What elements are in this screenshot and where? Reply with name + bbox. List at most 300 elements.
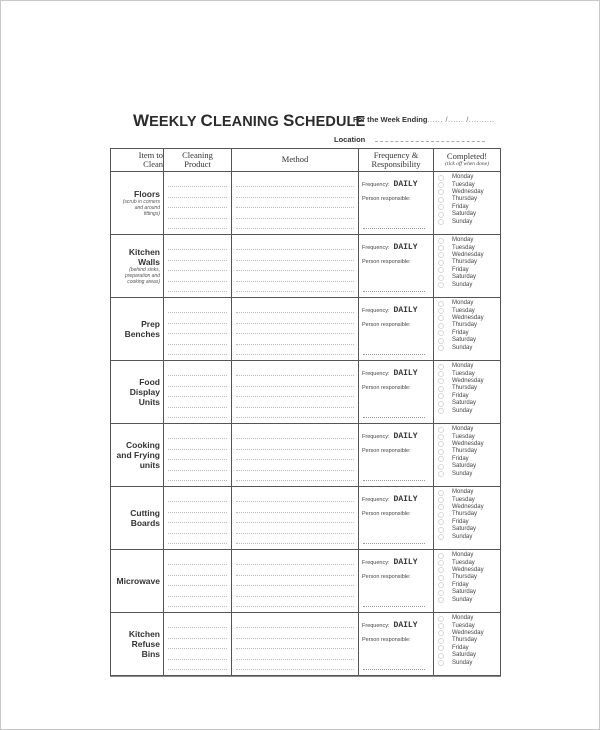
dotted-lines xyxy=(164,425,231,486)
day-checkbox-item[interactable] xyxy=(438,218,500,225)
table-row xyxy=(111,487,501,550)
item-note: cooking areas) xyxy=(127,279,160,285)
method-cell[interactable] xyxy=(232,487,359,550)
product-line[interactable] xyxy=(168,334,227,345)
page-title xyxy=(133,111,365,131)
header-text: Product xyxy=(184,159,211,169)
day-label: Saturday xyxy=(452,463,477,470)
product-line[interactable] xyxy=(168,597,227,608)
day-checkbox-item[interactable] xyxy=(438,259,500,266)
day-checkbox-item[interactable] xyxy=(438,400,500,407)
table-row xyxy=(111,172,501,235)
frequency-value: DAILY xyxy=(393,180,418,189)
circle-checkbox-icon[interactable] xyxy=(438,527,444,533)
method-line[interactable] xyxy=(236,408,354,419)
day-label: Saturday xyxy=(452,589,477,596)
completed-cell xyxy=(434,487,501,550)
table-row xyxy=(111,361,501,424)
day-checkbox-item[interactable] xyxy=(438,337,500,344)
day-checkbox-item[interactable] xyxy=(438,659,500,666)
product-line[interactable] xyxy=(168,502,227,513)
circle-checkbox-icon[interactable] xyxy=(438,630,444,636)
circle-checkbox-icon[interactable] xyxy=(438,582,444,588)
day-checkbox-item[interactable] xyxy=(438,267,500,274)
cleaning-product-cell[interactable] xyxy=(164,298,232,361)
day-checkbox-item[interactable] xyxy=(438,174,500,181)
circle-checkbox-icon[interactable] xyxy=(438,182,444,188)
day-label: Wednesday xyxy=(452,503,484,510)
day-checkbox-item[interactable] xyxy=(438,645,500,652)
method-line[interactable] xyxy=(236,502,354,513)
method-cell[interactable] xyxy=(232,235,359,298)
method-line[interactable] xyxy=(236,513,354,524)
day-checkbox-item[interactable] xyxy=(438,533,500,540)
day-label: Saturday xyxy=(452,211,477,218)
cleaning-product-cell[interactable] xyxy=(164,550,232,613)
circle-checkbox-icon[interactable] xyxy=(438,245,444,251)
product-line[interactable] xyxy=(168,492,227,503)
method-line[interactable] xyxy=(236,586,354,597)
circle-checkbox-icon[interactable] xyxy=(438,504,444,510)
header-text: Completed! xyxy=(446,150,488,161)
method-line[interactable] xyxy=(236,313,354,324)
method-line[interactable] xyxy=(236,345,354,356)
cleaning-product-cell[interactable] xyxy=(164,361,232,424)
header-text: Clean xyxy=(143,159,163,169)
product-line[interactable] xyxy=(168,576,227,587)
circle-checkbox-icon[interactable] xyxy=(438,308,444,314)
circle-checkbox-icon[interactable] xyxy=(438,519,444,525)
frequency-label: Frequency: xyxy=(362,434,390,440)
circle-checkbox-icon[interactable] xyxy=(438,364,444,370)
circle-checkbox-icon[interactable] xyxy=(438,434,444,440)
product-line[interactable] xyxy=(168,439,227,450)
product-line[interactable] xyxy=(168,261,227,272)
circle-checkbox-icon[interactable] xyxy=(438,345,444,351)
day-label: Friday xyxy=(452,266,469,273)
day-label: Monday xyxy=(452,426,474,433)
day-checkbox-item[interactable] xyxy=(438,652,500,659)
product-line[interactable] xyxy=(168,534,227,545)
day-checkbox-item[interactable] xyxy=(438,237,500,244)
method-line[interactable] xyxy=(236,261,354,272)
product-line[interactable] xyxy=(168,408,227,419)
day-checkbox-item[interactable] xyxy=(438,211,500,218)
cleaning-schedule-table xyxy=(110,148,501,676)
circle-checkbox-icon[interactable] xyxy=(438,464,444,470)
day-label: Tuesday xyxy=(452,181,475,188)
day-checkbox-item[interactable] xyxy=(438,567,500,574)
circle-checkbox-icon[interactable] xyxy=(438,441,444,447)
person-responsible-label: Person responsible: xyxy=(362,511,411,517)
day-checkbox-item[interactable] xyxy=(438,489,500,496)
day-label: Sunday xyxy=(452,470,473,477)
method-line[interactable] xyxy=(236,576,354,587)
product-line[interactable] xyxy=(168,376,227,387)
person-responsible-label: Person responsible: xyxy=(362,637,411,643)
product-line[interactable] xyxy=(168,660,227,671)
day-label: Monday xyxy=(452,615,474,622)
product-line[interactable] xyxy=(168,303,227,314)
day-checkbox-item[interactable] xyxy=(438,470,500,477)
frequency-cell xyxy=(359,550,434,613)
dotted-lines xyxy=(232,425,358,486)
method-line[interactable] xyxy=(236,366,354,377)
day-checkbox-item[interactable] xyxy=(438,589,500,596)
method-line[interactable] xyxy=(236,429,354,440)
day-label: Thursday xyxy=(452,448,478,455)
circle-checkbox-icon[interactable] xyxy=(438,616,444,622)
circle-checkbox-icon[interactable] xyxy=(438,175,444,181)
day-checkbox-item[interactable] xyxy=(438,596,500,603)
method-line[interactable] xyxy=(236,198,354,209)
day-label: Wednesday xyxy=(452,566,484,573)
circle-checkbox-icon[interactable] xyxy=(438,575,444,581)
circle-checkbox-icon[interactable] xyxy=(438,653,444,659)
circle-checkbox-icon[interactable] xyxy=(438,590,444,596)
circle-checkbox-icon[interactable] xyxy=(438,252,444,258)
method-cell[interactable] xyxy=(232,550,359,613)
circle-checkbox-icon[interactable] xyxy=(438,260,444,266)
day-checkbox-item[interactable] xyxy=(438,300,500,307)
item-name: and Frying xyxy=(116,450,160,460)
method-line[interactable] xyxy=(236,250,354,261)
frequency-line xyxy=(362,495,430,504)
product-line[interactable] xyxy=(168,208,227,219)
circle-checkbox-icon[interactable] xyxy=(438,378,444,384)
location-field[interactable] xyxy=(334,135,485,144)
circle-checkbox-icon[interactable] xyxy=(438,660,444,666)
product-line[interactable] xyxy=(168,628,227,639)
method-line[interactable] xyxy=(236,177,354,188)
table-header-row xyxy=(111,149,501,172)
method-cell[interactable] xyxy=(232,424,359,487)
day-checkbox-item[interactable] xyxy=(438,582,500,589)
circle-checkbox-icon[interactable] xyxy=(438,408,444,414)
day-label: Saturday xyxy=(452,400,477,407)
day-label: Sunday xyxy=(452,659,473,666)
item-note: and around xyxy=(134,205,160,211)
frequency-cell xyxy=(359,361,434,424)
day-label: Thursday xyxy=(452,574,478,581)
day-checkbox-item[interactable] xyxy=(438,281,500,288)
day-label: Wednesday xyxy=(452,251,484,258)
circle-checkbox-icon[interactable] xyxy=(438,219,444,225)
header-text: Item to xyxy=(138,149,163,160)
circle-checkbox-icon[interactable] xyxy=(438,512,444,518)
method-line[interactable] xyxy=(236,334,354,345)
product-line[interactable] xyxy=(168,565,227,576)
method-line[interactable] xyxy=(236,597,354,608)
header-item-to-clean xyxy=(111,149,164,172)
product-line[interactable] xyxy=(168,324,227,335)
method-line[interactable] xyxy=(236,397,354,408)
day-checkbox-item[interactable] xyxy=(438,559,500,566)
day-checkbox-item[interactable] xyxy=(438,244,500,251)
method-line[interactable] xyxy=(236,376,354,387)
dotted-lines xyxy=(164,551,231,612)
day-checkbox-item[interactable] xyxy=(438,433,500,440)
circle-checkbox-icon[interactable] xyxy=(438,197,444,203)
person-responsible-field[interactable] xyxy=(363,543,425,544)
product-line[interactable] xyxy=(168,187,227,198)
day-checkbox-item[interactable] xyxy=(438,615,500,622)
person-responsible-label: Person responsible: xyxy=(362,385,411,391)
circle-checkbox-icon[interactable] xyxy=(438,449,444,455)
method-line[interactable] xyxy=(236,660,354,671)
completed-cell xyxy=(434,424,501,487)
method-line[interactable] xyxy=(236,271,354,282)
dotted-lines xyxy=(232,299,358,360)
circle-checkbox-icon[interactable] xyxy=(438,567,444,573)
day-checkbox-item[interactable] xyxy=(438,574,500,581)
product-line[interactable] xyxy=(168,219,227,230)
person-responsible-field[interactable] xyxy=(363,480,425,481)
circle-checkbox-icon[interactable] xyxy=(438,401,444,407)
circle-checkbox-icon[interactable] xyxy=(438,490,444,496)
method-cell[interactable] xyxy=(232,613,359,676)
day-checkbox-item[interactable] xyxy=(438,344,500,351)
day-checkbox-item[interactable] xyxy=(438,315,500,322)
method-line[interactable] xyxy=(236,492,354,503)
day-checkbox-item[interactable] xyxy=(438,456,500,463)
person-responsible-field[interactable] xyxy=(363,228,425,229)
day-checkbox-item[interactable] xyxy=(438,496,500,503)
method-line[interactable] xyxy=(236,450,354,461)
frequency-line xyxy=(362,243,430,252)
day-checkbox-item[interactable] xyxy=(438,526,500,533)
day-checkbox-item[interactable] xyxy=(438,196,500,203)
table-row xyxy=(111,298,501,361)
product-line[interactable] xyxy=(168,618,227,629)
product-line[interactable] xyxy=(168,240,227,251)
person-responsible-field[interactable] xyxy=(363,417,425,418)
product-line[interactable] xyxy=(168,198,227,209)
product-line[interactable] xyxy=(168,460,227,471)
day-checkbox-item[interactable] xyxy=(438,552,500,559)
completed-cell xyxy=(434,172,501,235)
circle-checkbox-icon[interactable] xyxy=(438,301,444,307)
circle-checkbox-icon[interactable] xyxy=(438,427,444,433)
title-initial: W xyxy=(133,111,150,130)
dotted-lines xyxy=(164,614,231,675)
frequency-value: DAILY xyxy=(393,558,418,567)
circle-checkbox-icon[interactable] xyxy=(438,212,444,218)
method-line[interactable] xyxy=(236,471,354,482)
method-cell[interactable] xyxy=(232,172,359,235)
product-line[interactable] xyxy=(168,366,227,377)
day-label: Sunday xyxy=(452,281,473,288)
person-responsible-label: Person responsible: xyxy=(362,322,411,328)
day-checkbox-item[interactable] xyxy=(438,322,500,329)
day-checkbox-item[interactable] xyxy=(438,511,500,518)
product-line[interactable] xyxy=(168,471,227,482)
circle-checkbox-icon[interactable] xyxy=(438,560,444,566)
cleaning-product-cell[interactable] xyxy=(164,424,232,487)
product-line[interactable] xyxy=(168,429,227,440)
circle-checkbox-icon[interactable] xyxy=(438,623,444,629)
product-line[interactable] xyxy=(168,523,227,534)
method-line[interactable] xyxy=(236,534,354,545)
person-responsible-field[interactable] xyxy=(363,606,425,607)
cleaning-product-cell[interactable] xyxy=(164,172,232,235)
day-checkbox-item[interactable] xyxy=(438,204,500,211)
person-responsible-label: Person responsible: xyxy=(362,574,411,580)
frequency-line xyxy=(362,558,430,567)
cleaning-product-cell[interactable] xyxy=(164,613,232,676)
method-line[interactable] xyxy=(236,439,354,450)
person-responsible-field[interactable] xyxy=(363,669,425,670)
person-responsible-field[interactable] xyxy=(363,354,425,355)
day-checkbox-item[interactable] xyxy=(438,407,500,414)
person-responsible-label: Person responsible: xyxy=(362,448,411,454)
product-line[interactable] xyxy=(168,313,227,324)
method-line[interactable] xyxy=(236,523,354,534)
method-line[interactable] xyxy=(236,324,354,335)
item-name: Floors xyxy=(134,189,160,199)
method-line[interactable] xyxy=(236,639,354,650)
day-checkbox-item[interactable] xyxy=(438,448,500,455)
day-checkbox-item[interactable] xyxy=(438,426,500,433)
product-line[interactable] xyxy=(168,177,227,188)
day-label: Monday xyxy=(452,363,474,370)
method-line[interactable] xyxy=(236,565,354,576)
circle-checkbox-icon[interactable] xyxy=(438,282,444,288)
week-ending-blank[interactable]: ...... /...... /.......... xyxy=(427,115,495,124)
product-line[interactable] xyxy=(168,639,227,650)
day-checkbox-item[interactable] xyxy=(438,363,500,370)
method-line[interactable] xyxy=(236,187,354,198)
frequency-value: DAILY xyxy=(393,432,418,441)
table-row xyxy=(111,550,501,613)
frequency-cell xyxy=(359,172,434,235)
cleaning-product-cell[interactable] xyxy=(164,487,232,550)
frequency-line xyxy=(362,306,430,315)
day-label: Tuesday xyxy=(452,244,475,251)
day-label: Monday xyxy=(452,300,474,307)
day-checkbox-item[interactable] xyxy=(438,378,500,385)
circle-checkbox-icon[interactable] xyxy=(438,471,444,477)
circle-checkbox-icon[interactable] xyxy=(438,393,444,399)
method-line[interactable] xyxy=(236,649,354,660)
item-note: (behind sinks, xyxy=(129,267,160,273)
product-line[interactable] xyxy=(168,513,227,524)
frequency-cell xyxy=(359,424,434,487)
method-cell[interactable] xyxy=(232,298,359,361)
method-line[interactable] xyxy=(236,555,354,566)
day-checkbox-item[interactable] xyxy=(438,463,500,470)
product-line[interactable] xyxy=(168,649,227,660)
product-line[interactable] xyxy=(168,282,227,293)
method-cell[interactable] xyxy=(232,361,359,424)
circle-checkbox-icon[interactable] xyxy=(438,534,444,540)
day-label: Saturday xyxy=(452,337,477,344)
product-line[interactable] xyxy=(168,250,227,261)
product-line[interactable] xyxy=(168,450,227,461)
dotted-lines xyxy=(164,236,231,297)
day-checkbox-item[interactable] xyxy=(438,274,500,281)
method-line[interactable] xyxy=(236,303,354,314)
cleaning-product-cell[interactable] xyxy=(164,235,232,298)
header-text: Cleaning xyxy=(182,149,213,160)
day-label: Friday xyxy=(452,329,469,336)
day-checkbox-item[interactable] xyxy=(438,637,500,644)
method-line[interactable] xyxy=(236,460,354,471)
circle-checkbox-icon[interactable] xyxy=(438,645,444,651)
circle-checkbox-icon[interactable] xyxy=(438,267,444,273)
day-checkbox-item[interactable] xyxy=(438,393,500,400)
day-checkbox-item[interactable] xyxy=(438,519,500,526)
circle-checkbox-icon[interactable] xyxy=(438,497,444,503)
circle-checkbox-icon[interactable] xyxy=(438,338,444,344)
week-ending-field[interactable] xyxy=(353,115,495,124)
product-line[interactable] xyxy=(168,555,227,566)
circle-checkbox-icon[interactable] xyxy=(438,597,444,603)
item-to-clean-cell xyxy=(111,613,164,676)
method-line[interactable] xyxy=(236,219,354,230)
day-checkbox-item[interactable] xyxy=(438,504,500,511)
dotted-lines xyxy=(164,173,231,234)
method-line[interactable] xyxy=(236,387,354,398)
day-checkbox-item[interactable] xyxy=(438,189,500,196)
day-checkbox-item[interactable] xyxy=(438,307,500,314)
method-line[interactable] xyxy=(236,282,354,293)
method-line[interactable] xyxy=(236,618,354,629)
day-checkbox-item[interactable] xyxy=(438,622,500,629)
day-label: Monday xyxy=(452,489,474,496)
day-checkbox-item[interactable] xyxy=(438,252,500,259)
circle-checkbox-icon[interactable] xyxy=(438,386,444,392)
product-line[interactable] xyxy=(168,397,227,408)
day-label: Thursday xyxy=(452,259,478,266)
product-line[interactable] xyxy=(168,586,227,597)
circle-checkbox-icon[interactable] xyxy=(438,315,444,321)
circle-checkbox-icon[interactable] xyxy=(438,238,444,244)
circle-checkbox-icon[interactable] xyxy=(438,638,444,644)
dotted-lines xyxy=(164,488,231,549)
method-line[interactable] xyxy=(236,208,354,219)
frequency-label: Frequency: xyxy=(362,497,390,503)
circle-checkbox-icon[interactable] xyxy=(438,456,444,462)
day-checkbox-item[interactable] xyxy=(438,385,500,392)
circle-checkbox-icon[interactable] xyxy=(438,553,444,559)
dotted-lines xyxy=(164,299,231,360)
person-responsible-field[interactable] xyxy=(363,291,425,292)
day-checkbox-item[interactable] xyxy=(438,330,500,337)
circle-checkbox-icon[interactable] xyxy=(438,371,444,377)
circle-checkbox-icon[interactable] xyxy=(438,204,444,210)
day-checkbox-item[interactable] xyxy=(438,370,500,377)
product-line[interactable] xyxy=(168,345,227,356)
circle-checkbox-icon[interactable] xyxy=(438,323,444,329)
location-blank[interactable] xyxy=(375,135,485,142)
header-note: (tick off when done) xyxy=(445,161,489,168)
day-checkbox-item[interactable] xyxy=(438,630,500,637)
circle-checkbox-icon[interactable] xyxy=(438,330,444,336)
frequency-line xyxy=(362,621,430,630)
product-line[interactable] xyxy=(168,387,227,398)
method-line[interactable] xyxy=(236,628,354,639)
day-checkbox-item[interactable] xyxy=(438,181,500,188)
circle-checkbox-icon[interactable] xyxy=(438,275,444,281)
method-line[interactable] xyxy=(236,240,354,251)
day-checkbox-item[interactable] xyxy=(438,441,500,448)
frequency-line xyxy=(362,432,430,441)
circle-checkbox-icon[interactable] xyxy=(438,189,444,195)
product-line[interactable] xyxy=(168,271,227,282)
frequency-label: Frequency: xyxy=(362,245,390,251)
title-part: LEANING xyxy=(212,114,284,130)
